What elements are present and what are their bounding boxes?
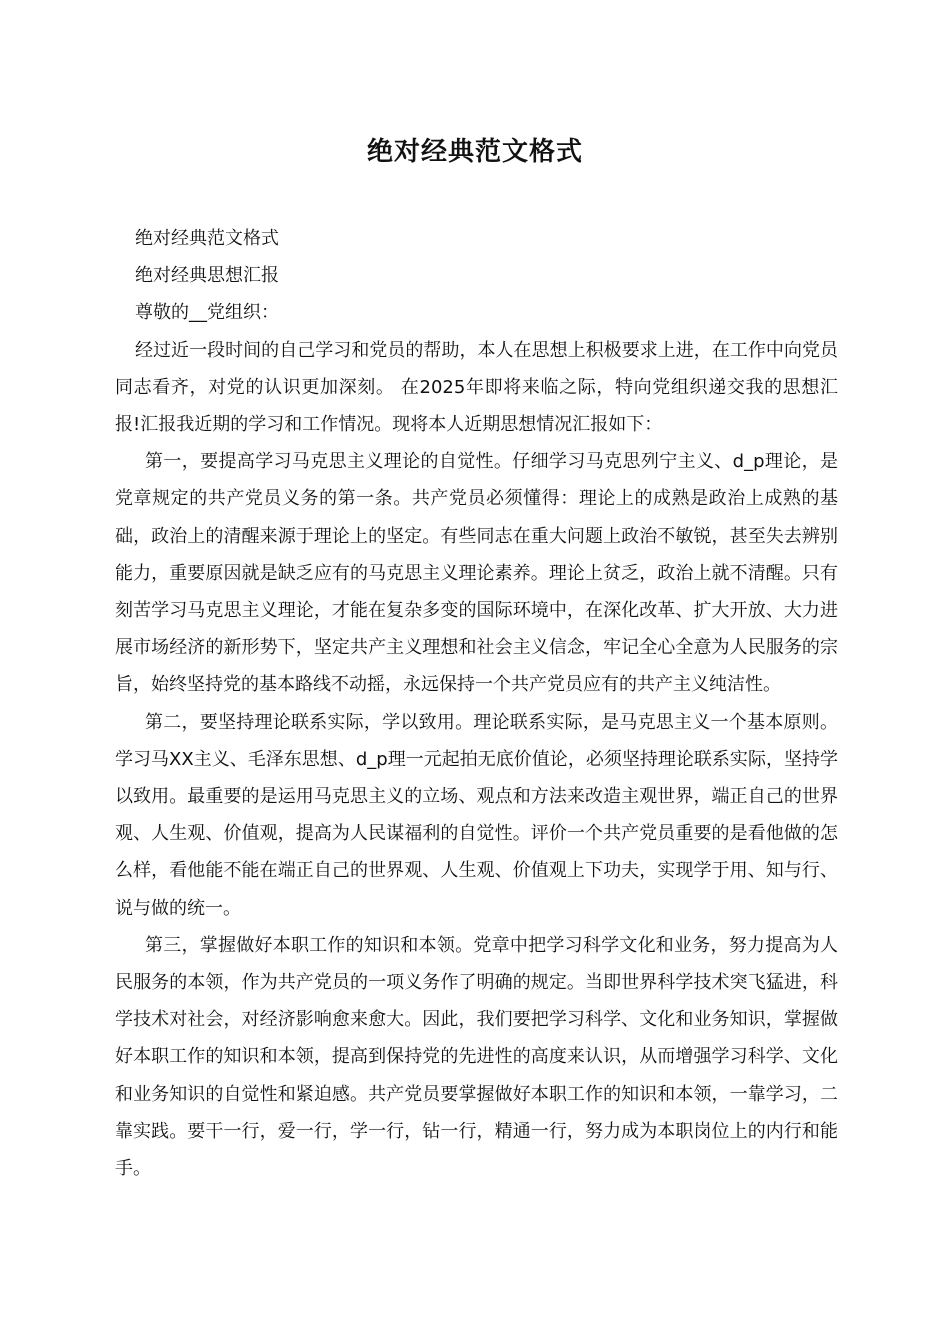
header-line-1: 绝对经典范文格式 (135, 228, 279, 249)
paragraph-third: 第三，掌握做好本职工作的知识和本领。党章中把学习科学文化和业务，努力提高为人民服务的本领，作为共产党员的一项义务作了明确的规定。当即世界科学技术突飞猛进，科学技术对社会，对经济影响愈来愈大。因此，我们要把学习科学、文化和业务知识，掌握做好本职工作的知识和本领，提高到保持党的先进性的高度来认识，从而增强学习科学、文化和业务知识的自觉性和紧迫感。共产党员要掌握做好本职工作的知识和本领，一靠学习，二靠实践。要干一行，爱一行，学一行，钻一行，精通一行，努力成为本职岗位上的内行和能手。 (115, 934, 838, 1180)
paragraph-second: 第二，要坚持理论联系实际，学以致用。理论联系实际，是马克思主义一个基本原则。学习马XX主义、毛泽东思想、d_p理一元起拍无底价值论，必须坚持理论联系实际，坚持学以致用。最重要的是运用马克思主义的立场、观点和方法来改造主观世界，端正自己的世界观、人生观、价值观，提高为人民谋福利的自觉性。评价一个共产党员重要的是看他做的怎么样，看他能不能在端正自己的世界观、人生观、价值观上下功夫，实现学于用、知与行、说与做的统一。 (115, 711, 838, 919)
paragraph-first: 第一，要提高学习马克思主义理论的自觉性。仔细学习马克思列宁主义、d_p理论，是党章规定的共产党员义务的第一条。共产党员必须懂得：理论上的成熟是政治上成熟的基础，政治上的清醒来源于理论上的坚定。有些同志在重大问题上政治不敏锐，甚至失去辨别能力，重要原因就是缺乏应有的马克思主义理论素养。理论上贫乏，政治上就不清醒。只有刻苦学习马克思主义理论，才能在复杂多变的国际环境中，在深化改革、扩大开放、大力进展市场经济的新形势下，坚定共产主义理想和社会主义信念，牢记全心全意为人民服务的宗旨，始终坚持党的基本路线不动摇，永远保持一个共产党员应有的共产主义纯洁性。 (115, 451, 838, 696)
salutation: 尊敬的__党组织： (135, 302, 279, 324)
document-title: 绝对经典范文格式 (366, 137, 583, 167)
paragraph-intro: 经过近一段时间的自己学习和党员的帮助，本人在思想上积极要求上进，在工作中向党员同志看齐，对党的认识更加深刻。 在2025年即将来临之际，特向党组织递交我的思想汇报!汇报我近期的学习和工作情况。现将本人近期思想情况汇报如下： (115, 339, 838, 436)
document-body (115, 220, 838, 1187)
header-line-2: 绝对经典思想汇报 (135, 265, 279, 287)
